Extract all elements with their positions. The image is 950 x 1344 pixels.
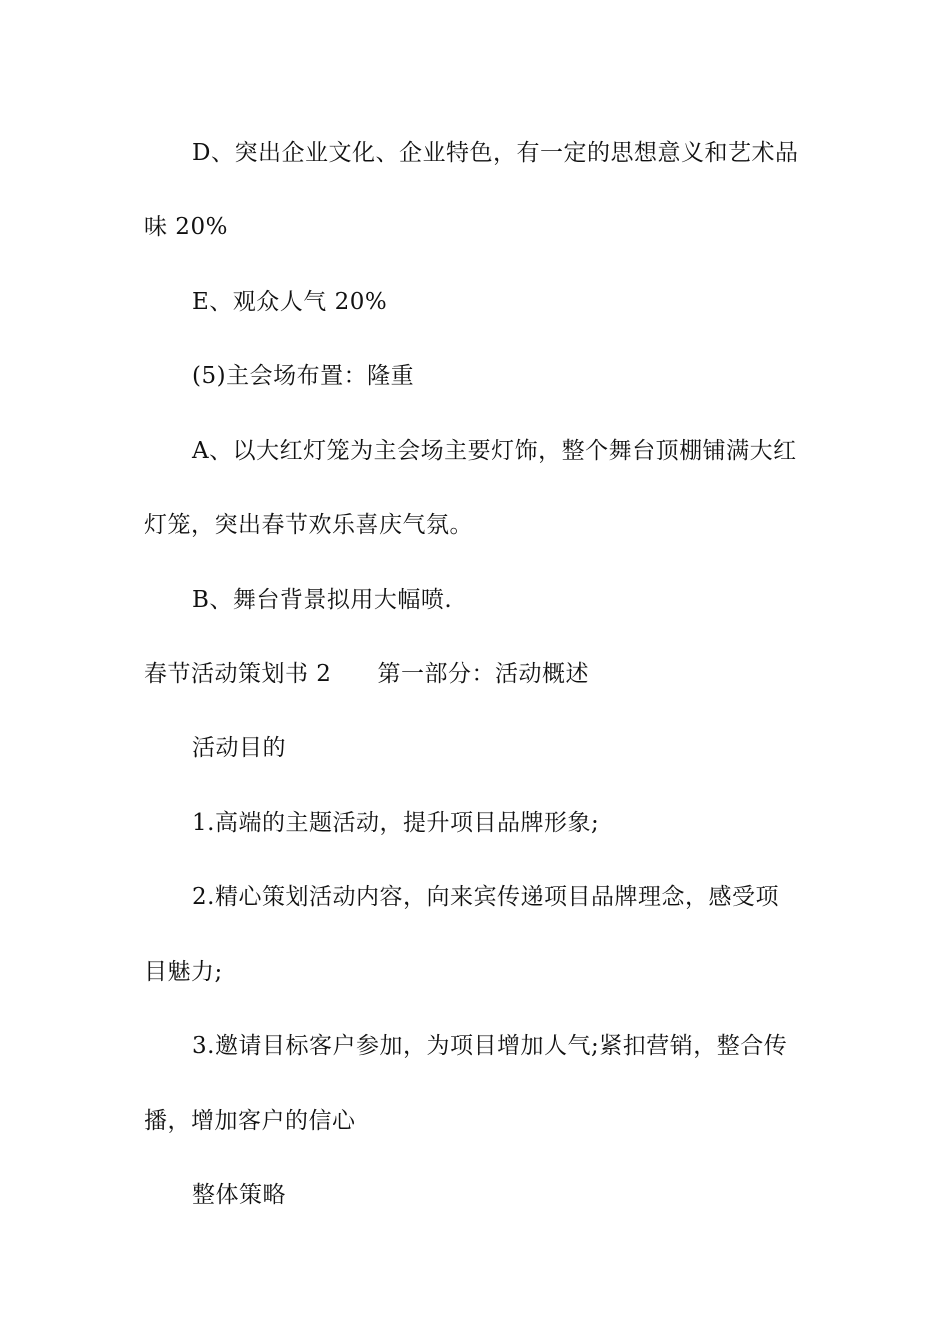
text-line: 味 20% bbox=[144, 214, 228, 240]
text-line: E、观众人气 20% bbox=[192, 289, 388, 315]
text-line: 2.精心策划活动内容，向来宾传递项目品牌理念，感受项 bbox=[192, 884, 779, 910]
section-heading-line bbox=[144, 654, 589, 694]
text-line: D、突出企业文化、企业特色，有一定的思想意义和艺术品 bbox=[192, 140, 799, 166]
subheading: 活动目的 bbox=[192, 735, 286, 761]
text-line: (5)主会场布置：隆重 bbox=[192, 363, 415, 389]
section-title: 第一部分：活动概述 bbox=[377, 661, 589, 687]
text-line: 播，增加客户的信心 bbox=[144, 1108, 356, 1134]
subheading: 整体策略 bbox=[192, 1182, 286, 1208]
text-line: 1.高端的主题活动，提升项目品牌形象; bbox=[192, 810, 600, 836]
text-line: 灯笼，突出春节欢乐喜庆气氛。 bbox=[144, 512, 473, 538]
text-line: B、舞台背景拟用大幅喷. bbox=[192, 587, 453, 613]
text-line: A、以大红灯笼为主会场主要灯饰，整个舞台顶棚铺满大红 bbox=[192, 438, 797, 464]
document-title: 春节活动策划书 2 bbox=[144, 661, 332, 687]
text-line: 3.邀请目标客户参加，为项目增加人气;紧扣营销，整合传 bbox=[192, 1033, 788, 1059]
text-line: 目魅力; bbox=[144, 959, 223, 985]
